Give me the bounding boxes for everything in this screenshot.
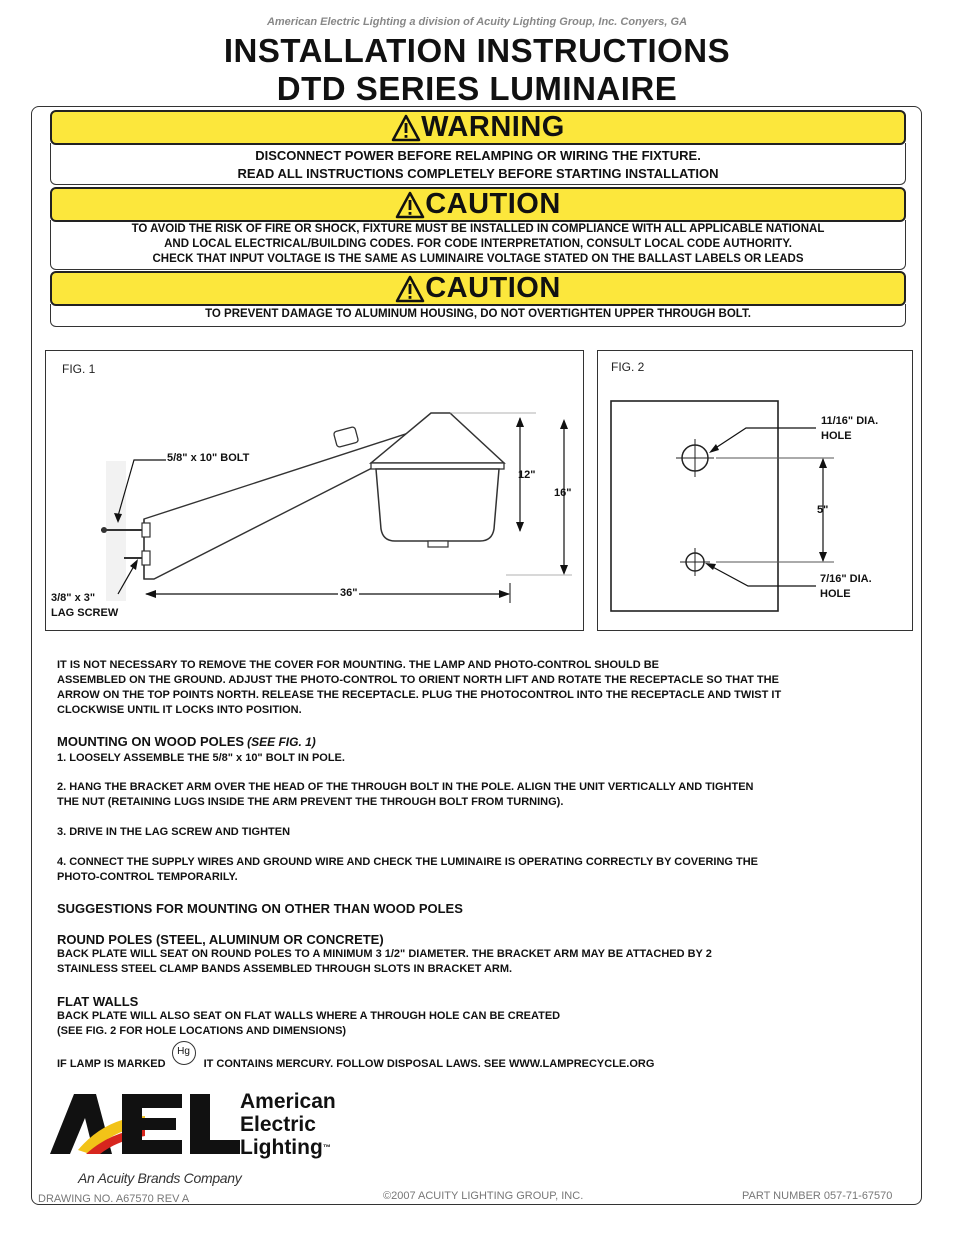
round-heading: ROUND POLES (STEEL, ALUMINUM OR CONCRETE) — [57, 932, 384, 947]
figure-1 — [45, 350, 584, 631]
fig2-hole1-label-2: HOLE — [821, 430, 852, 442]
step-4-line-2: PHOTO-CONTROL TEMPORARILY. — [57, 871, 238, 883]
warning-line-2: READ ALL INSTRUCTIONS COMPLETELY BEFORE STARTING INSTALLATION — [237, 166, 719, 181]
caution-band-2 — [50, 271, 906, 306]
flat-heading: FLAT WALLS — [57, 994, 139, 1009]
warning-band — [50, 110, 906, 145]
round-line-1: BACK PLATE WILL SEAT ON ROUND POLES TO A MINIMUM 3 1/2" DIAMETER. THE BRACKET ARM MAY BE ATTACHED BY 2 — [57, 948, 712, 960]
copyright: ©2007 ACUITY LIGHTING GROUP, INC. — [383, 1190, 584, 1202]
title-line-2: DTD SERIES LUMINAIRE — [276, 70, 678, 107]
round-section — [57, 932, 877, 977]
part-number: PART NUMBER 057-71-67570 — [742, 1190, 893, 1202]
mercury-post: IT CONTAINS MERCURY. FOLLOW DISPOSAL LAWS. SEE WWW.LAMPRECYCLE.ORG — [203, 1058, 655, 1070]
ael-logo — [50, 1090, 370, 1190]
caution-message-1 — [50, 220, 906, 270]
fig1-dim-12: 12" — [518, 469, 536, 481]
logo-name-2: Electric — [240, 1113, 316, 1136]
intro-line-1: IT IS NOT NECESSARY TO REMOVE THE COVER FOR MOUNTING. THE LAMP AND PHOTO-CONTROL SHOULD BE — [57, 659, 659, 671]
intro-line-2: ASSEMBLED ON THE GROUND. ADJUST THE PHOTO-CONTROL TO ORIENT NORTH LIFT AND ROTATE THE RECEPTACLE SO THAT THE — [57, 674, 779, 686]
caution1-line-2: AND LOCAL ELECTRICAL/BUILDING CODES. FOR CODE INTERPRETATION, CONSULT LOCAL CODE AUTHORITY. — [164, 238, 792, 250]
wood-section — [57, 734, 877, 766]
step-4-line-1: 4. CONNECT THE SUPPLY WIRES AND GROUND WIRE AND CHECK THE LUMINAIRE IS OPERATING CORRECTLY BY COVERING THE — [57, 856, 759, 868]
step-4 — [57, 855, 877, 885]
figure-2 — [597, 350, 913, 631]
step-2-line-1: 2. HANG THE BRACKET ARM OVER THE HEAD OF THE THROUGH BOLT IN THE POLE. ALIGN THE UNIT VERTICALLY AND TIGHTEN — [57, 781, 754, 793]
logo-name-1: American — [240, 1090, 336, 1113]
round-line-2: STAINLESS STEEL CLAMP BANDS ASSEMBLED THROUGH SLOTS IN BRACKET ARM. — [57, 963, 513, 975]
caution-title-2: CAUTION — [425, 272, 561, 304]
warning-icon — [395, 275, 425, 303]
fig1-dim-16: 16" — [554, 487, 572, 499]
caution1-line-3: CHECK THAT INPUT VOLTAGE IS THE SAME AS LUMINAIRE VOLTAGE STATED ON THE BALLAST LABELS OR LEADS — [152, 253, 804, 265]
step-3: 3. DRIVE IN THE LAG SCREW AND TIGHTEN — [57, 826, 291, 838]
company-line: American Electric Lighting a division of Acuity Lighting Group, Inc. Conyers, GA — [266, 16, 688, 28]
fig1-label: FIG. 1 — [62, 362, 96, 376]
mercury-line — [57, 1046, 877, 1072]
fig1-lag-label-1: 3/8" x 3" — [51, 592, 96, 604]
logo-parent: An Acuity Brands Company — [78, 1170, 242, 1186]
wood-ref: (SEE FIG. 1) — [247, 735, 316, 749]
warning-title: WARNING — [421, 111, 565, 143]
wood-heading: MOUNTING ON WOOD POLES — [57, 734, 245, 749]
warning-icon — [395, 191, 425, 219]
logo-name — [240, 1090, 336, 1159]
fig1-bolt-label: 5/8" x 10" BOLT — [167, 452, 250, 464]
flat-line-1: BACK PLATE WILL ALSO SEAT ON FLAT WALLS WHERE A THROUGH HOLE CAN BE CREATED — [57, 1010, 561, 1022]
step-1: 1. LOOSELY ASSEMBLE THE 5/8" x 10" BOLT IN POLE. — [57, 752, 345, 764]
logo-tm: ™ — [322, 1143, 331, 1152]
fig2-hole2-label-1: 7/16" DIA. — [820, 573, 872, 585]
logo-name-3: Lighting — [240, 1136, 323, 1159]
step-2-line-2: THE NUT (RETAINING LUGS INSIDE THE ARM PREVENT THE THROUGH BOLT FROM TURNING). — [57, 796, 564, 808]
intro-line-3: ARROW ON THE TOP POINTS NORTH. RELEASE THE RECEPTACLE. PLUG THE PHOTOCONTROL INTO THE RECEPTACLE AND TWIST IT — [57, 689, 782, 701]
caution2-line-1: TO PREVENT DAMAGE TO ALUMINUM HOUSING, DO NOT OVERTIGHTEN UPPER THROUGH BOLT. — [205, 308, 751, 320]
caution-title-1: CAUTION — [425, 188, 561, 220]
fig1-dim-36: 36" — [340, 587, 358, 599]
flat-line-2: (SEE FIG. 2 FOR HOLE LOCATIONS AND DIMENSIONS) — [57, 1025, 347, 1037]
fig2-hole2-label-2: HOLE — [820, 588, 851, 600]
caution-message-2 — [50, 304, 906, 327]
warning-line-1: DISCONNECT POWER BEFORE RELAMPING OR WIRING THE FIXTURE. — [255, 148, 701, 163]
intro-line-4: CLOCKWISE UNTIL IT LOCKS INTO POSITION. — [57, 704, 302, 716]
drawing-number: DRAWING NO. A67570 REV A — [38, 1193, 190, 1205]
mercury-symbol: Hg — [172, 1041, 196, 1065]
caution-band-1 — [50, 187, 906, 222]
intro-paragraph — [57, 658, 877, 718]
fig2-hole1-label-1: 11/16" DIA. — [821, 415, 879, 427]
fig1-lag-label-2: LAG SCREW — [51, 607, 119, 619]
caution1-line-1: TO AVOID THE RISK OF FIRE OR SHOCK, FIXTURE MUST BE INSTALLED IN COMPLIANCE WITH ALL APPLICABLE NATIONAL — [131, 223, 825, 235]
fig2-dim-5: 5" — [817, 504, 829, 516]
suggest-heading: SUGGESTIONS FOR MOUNTING ON OTHER THAN WOOD POLES — [57, 901, 463, 916]
warning-icon — [391, 114, 421, 142]
step-2 — [57, 780, 877, 810]
ael-logo-mark — [50, 1090, 240, 1156]
mercury-pre: IF LAMP IS MARKED — [57, 1058, 166, 1070]
flat-section — [57, 994, 877, 1039]
title-line-1: INSTALLATION INSTRUCTIONS — [223, 32, 731, 69]
fig2-label: FIG. 2 — [611, 360, 645, 374]
warning-message — [50, 143, 906, 185]
fig1-drawing — [46, 351, 583, 630]
fig2-drawing — [598, 351, 912, 630]
